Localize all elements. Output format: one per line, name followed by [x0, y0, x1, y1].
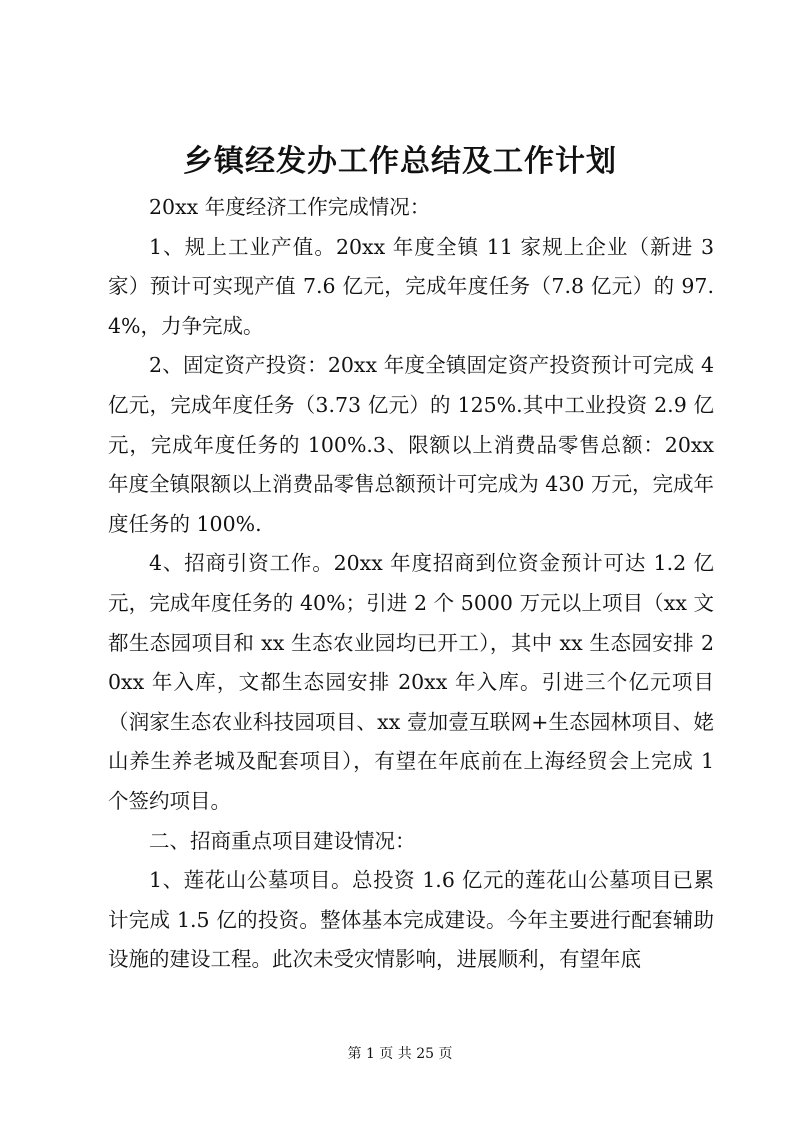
- paragraph-investment-attraction: 4、招商引资工作。20xx 年度招商到位资金预计可达 1.2 亿元，完成年度任务的 40%；引进 2 个 5000 万元以上项目（xx 文都生态园项目和 xx 生态农业园均已开工），其中 xx 生态园安排 20xx 年入库，文都生态园安排 20xx 年入库。引进三个亿元项目（润家生态农业科技园项目、xx 壹加壹互联网+生态园林项目、姥山养生养老城及配套项目），有望在年底前在上海经贸会上完成 1 个签约项目。: [108, 551, 714, 813]
- document-title: 乡镇经发办工作总结及工作计划: [183, 144, 617, 179]
- paragraph-fixed-asset-investment: 2、固定资产投资：20xx 年度全镇固定资产投资预计可完成 4 亿元，完成年度任务（3.73 亿元）的 125%.其中工业投资 2.9 亿元，完成年度任务的 100%.3、限额以上消费品零售总额：20xx 年度全镇限额以上消费品零售总额预计可完成为 430 万元，完成年度任务的 100%.: [108, 353, 714, 536]
- paragraph-key-projects-heading: 二、招商重点项目建设情况：: [149, 828, 416, 853]
- paragraph-industrial-output: 1、规上工业产值。20xx 年度全镇 11 家规上企业（新进 3 家）预计可实现产值 7.6 亿元，完成年度任务（7.8 亿元）的 97.4%，力争完成。: [108, 234, 714, 338]
- paragraph-section-heading: 20xx 年度经济工作完成情况：: [149, 195, 431, 219]
- page-number-footer: 第 1 页 共 25 页: [347, 1046, 453, 1062]
- document-body: [108, 188, 714, 980]
- paragraph-lianhuashan-project: 1、莲花山公墓项目。总投资 1.6 亿元的莲花山公墓项目已累计完成 1.5 亿的投资。整体基本完成建设。今年主要进行配套辅助设施的建设工程。此次未受灾情影响，进展顺利，有望年底: [108, 868, 714, 972]
